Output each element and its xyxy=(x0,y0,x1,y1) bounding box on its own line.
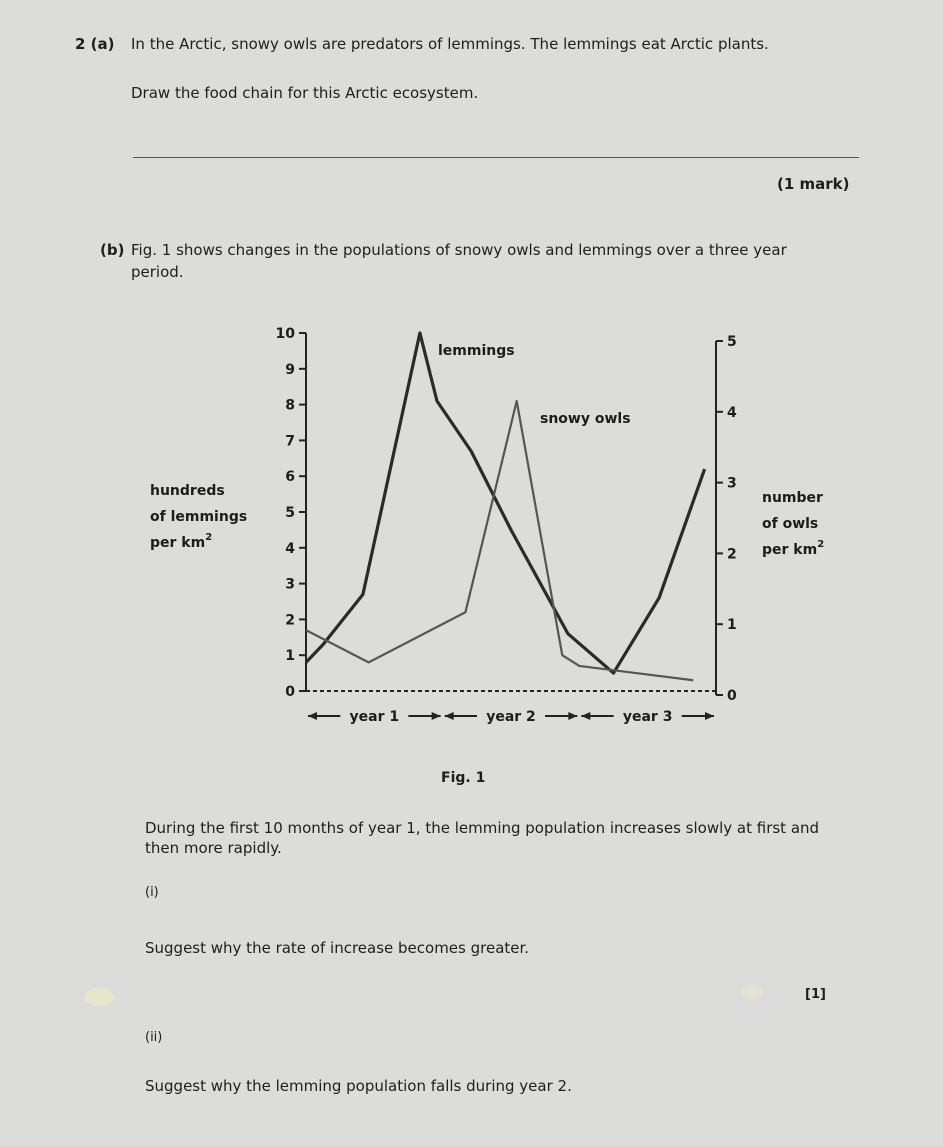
right-axis-label-line2: of owls xyxy=(762,516,819,532)
glare-spot xyxy=(741,985,763,999)
figure-caption: Fig. 1 xyxy=(441,770,486,786)
year-label: year 1 xyxy=(349,709,400,725)
question-number: 2 (a) xyxy=(75,35,115,53)
series-labels xyxy=(438,343,631,427)
right-tick-label: 3 xyxy=(727,475,737,492)
left-tick-label: 3 xyxy=(285,576,295,593)
paragraph-line1: During the first 10 months of year 1, the lemming population increases slowly at first and xyxy=(145,819,820,837)
left-axis-label-line3: per km xyxy=(150,535,206,551)
right-tick-label: 4 xyxy=(727,404,737,421)
left-tick-label: 10 xyxy=(275,326,295,342)
part-ii-label: (ii) xyxy=(145,1030,163,1045)
right-axis-label-line1: number xyxy=(762,490,823,506)
right-axis-label xyxy=(762,490,824,558)
svg-text:per km2 xyxy=(150,532,212,551)
year-label: year 2 xyxy=(486,709,536,725)
series-label-snowy-owls: snowy owls xyxy=(540,411,631,427)
left-tick-label: 2 xyxy=(285,612,295,629)
paragraph-line2: then more rapidly. xyxy=(145,839,282,857)
left-axis-unit-sup: 2 xyxy=(205,532,213,543)
part-ii-question: Suggest why the lemming population falls during year 2. xyxy=(145,1077,572,1095)
left-tick-label: 1 xyxy=(285,648,295,665)
part-i-marks: [1] xyxy=(805,987,826,1002)
chart-series xyxy=(306,333,705,680)
left-axis-label-line2: of lemmings xyxy=(150,509,248,525)
left-tick-label: 7 xyxy=(285,433,295,450)
part-i-label: (i) xyxy=(145,885,159,900)
chart-axes xyxy=(276,326,737,704)
answer-line[interactable] xyxy=(133,157,859,158)
question-2a-instruction: Draw the food chain for this Arctic ecosystem. xyxy=(131,84,479,102)
arrow-head-left xyxy=(308,712,317,720)
glare-spot xyxy=(84,988,114,1006)
question-2b-text-line2: period. xyxy=(131,263,184,281)
right-axis-label-line3: per km xyxy=(762,542,818,558)
right-tick-label: 0 xyxy=(727,688,737,704)
question-2b-label: (b) xyxy=(100,241,125,259)
svg-text:per km2 xyxy=(762,539,824,558)
left-tick-label: 5 xyxy=(285,505,295,521)
series-label-lemmings: lemmings xyxy=(438,343,515,359)
left-axis-label-line1: hundreds xyxy=(150,483,225,499)
right-tick-label: 5 xyxy=(727,334,737,350)
right-tick-label: 1 xyxy=(727,617,737,634)
population-chart xyxy=(140,315,860,735)
part-i-question: Suggest why the rate of increase becomes greater. xyxy=(145,939,530,957)
question-2a-marks: (1 mark) xyxy=(777,175,850,193)
right-tick-label: 2 xyxy=(727,546,737,563)
arrow-head-left xyxy=(581,712,590,720)
left-tick-label: 8 xyxy=(285,397,295,414)
x-axis-labels xyxy=(308,706,714,725)
left-tick-label: 6 xyxy=(285,469,295,486)
right-axis-unit-sup: 2 xyxy=(817,539,825,550)
arrow-head-right xyxy=(432,712,441,720)
question-2b-text-line1: Fig. 1 shows changes in the populations of snowy owls and lemmings over a three year xyxy=(131,241,787,259)
left-tick-label: 9 xyxy=(285,361,295,378)
arrow-head-right xyxy=(705,712,714,720)
left-tick-label: 4 xyxy=(285,540,295,557)
left-axis-label xyxy=(150,483,247,551)
left-tick-label: 0 xyxy=(285,684,295,700)
year-label: year 3 xyxy=(622,709,673,725)
arrow-head-right xyxy=(568,712,577,720)
question-2a-text: In the Arctic, snowy owls are predators of lemmings. The lemmings eat Arctic plants. xyxy=(131,35,769,53)
arrow-head-left xyxy=(445,712,454,720)
series-line-lemmings xyxy=(306,333,705,673)
